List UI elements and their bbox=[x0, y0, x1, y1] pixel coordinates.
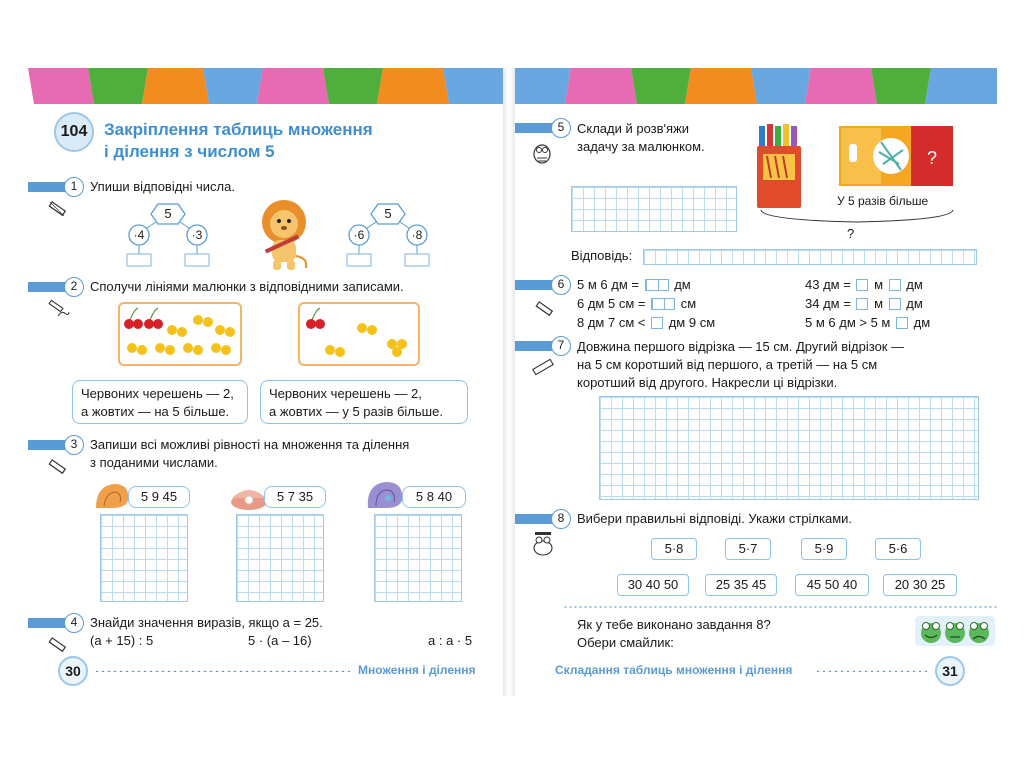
bunting-banner bbox=[28, 68, 503, 104]
book-gutter bbox=[503, 68, 515, 696]
cherries-illustration bbox=[120, 304, 240, 364]
expression-option[interactable]: 5·7 bbox=[725, 538, 771, 560]
answer-box[interactable] bbox=[405, 254, 429, 266]
number-set-2: 5 7 35 bbox=[264, 486, 326, 508]
unknown-question-mark: ? bbox=[927, 148, 938, 168]
page-number-left: 30 bbox=[58, 656, 88, 686]
answer-label: Відповідь: bbox=[571, 248, 633, 263]
number-set-1: 5 9 45 bbox=[128, 486, 190, 508]
answer-option[interactable]: 30 40 50 bbox=[617, 574, 689, 596]
task5-text-line1: Склади й розв'яжи bbox=[577, 121, 690, 136]
answer-box[interactable] bbox=[347, 254, 371, 266]
statement-box-2[interactable] bbox=[260, 380, 468, 424]
smiley-panel bbox=[915, 616, 995, 646]
statement-1-line1: Червоних черешень — 2, bbox=[81, 386, 234, 401]
solution-grid[interactable] bbox=[571, 186, 737, 232]
task3-number: 3 bbox=[64, 435, 84, 455]
footer-dots-right bbox=[815, 670, 929, 672]
task2-text: Сполучи лініями малюнки з відповідними записами. bbox=[90, 279, 404, 294]
statement-1-line2: а жовтих — на 5 більше. bbox=[81, 404, 230, 419]
drawing-grid[interactable] bbox=[599, 396, 979, 500]
pencil-icon bbox=[46, 198, 68, 220]
task4-text: Знайди значення виразів, якщо a = 25. bbox=[90, 615, 323, 630]
answer-box[interactable] bbox=[651, 298, 675, 310]
diagram-a-right: ·3 bbox=[191, 228, 203, 242]
shell-icon bbox=[92, 480, 132, 512]
answer-box[interactable] bbox=[856, 298, 868, 310]
diagram-a-top: 5 bbox=[164, 206, 172, 221]
task6-number: 6 bbox=[551, 275, 571, 295]
pencil-line-icon bbox=[46, 298, 70, 320]
task1-text: Упиши відповідні числа. bbox=[90, 179, 235, 194]
task4-number: 4 bbox=[64, 613, 84, 633]
task7-text-line3: коротший від другого. Накресли ці відрізки. bbox=[577, 375, 838, 390]
nautilus-shell-icon bbox=[364, 478, 406, 512]
diagram-b-top: 5 bbox=[384, 206, 392, 221]
answer-box[interactable] bbox=[651, 317, 663, 329]
self-check-instruction: Обери смайлик: bbox=[577, 635, 674, 650]
pencil-box-illustration bbox=[755, 120, 807, 212]
pencil-icon bbox=[46, 456, 68, 478]
relation-caption: У 5 разів більше bbox=[837, 194, 929, 208]
writing-grid-3[interactable] bbox=[374, 514, 462, 602]
diagram-a-left: ·4 bbox=[133, 228, 145, 242]
expression-option[interactable]: 5·9 bbox=[801, 538, 847, 560]
pencil-icon bbox=[533, 298, 555, 320]
frog-neutral-icon[interactable] bbox=[945, 623, 965, 644]
answer-box[interactable] bbox=[889, 298, 901, 310]
task7-text-line2: на 5 см коротший від першого, а третій — на 5 см bbox=[577, 357, 878, 372]
conversion-row-3a: 8 дм 7 см < дм 9 см bbox=[577, 315, 716, 330]
expression-1: (a + 15) : 5 bbox=[90, 633, 154, 648]
right-page bbox=[515, 68, 997, 696]
answer-option[interactable]: 45 50 40 bbox=[795, 574, 869, 596]
answer-box[interactable] bbox=[889, 279, 901, 291]
writing-grid-2[interactable] bbox=[236, 514, 324, 602]
lesson-title-line1: Закріплення таблиць множення bbox=[104, 120, 373, 139]
diagram-b-left: ·6 bbox=[353, 228, 365, 242]
conversion-row-3b: 5 м 6 дм > 5 м дм bbox=[805, 315, 931, 330]
statement-box-1[interactable] bbox=[72, 380, 248, 424]
expression-option[interactable]: 5·6 bbox=[875, 538, 921, 560]
task8-number: 8 bbox=[551, 509, 571, 529]
self-check-question: Як у тебе виконано завдання 8? bbox=[577, 617, 771, 632]
self-check-divider bbox=[563, 606, 997, 608]
conversion-row-2a: 6 дм 5 см = см bbox=[577, 296, 697, 311]
task3-text-line2: з поданими числами. bbox=[90, 455, 218, 470]
expression-2: 5 · (a – 16) bbox=[248, 633, 312, 648]
task7-text-line1: Довжина першого відрізка — 15 см. Другий відрізок — bbox=[577, 339, 905, 354]
answer-box[interactable] bbox=[185, 254, 209, 266]
pencil-icon bbox=[46, 634, 68, 656]
task8-text: Вибери правильні відповіді. Укажи стрілками. bbox=[577, 511, 853, 526]
statement-2-line1: Червоних черешень — 2, bbox=[269, 386, 422, 401]
bracket-lines bbox=[757, 208, 957, 230]
task1-number: 1 bbox=[64, 177, 84, 197]
lesson-title-line2: і ділення з числом 5 bbox=[104, 142, 275, 161]
frog-scientist-icon bbox=[529, 530, 557, 558]
task7-number: 7 bbox=[551, 336, 571, 356]
frog-happy-icon[interactable] bbox=[921, 623, 941, 644]
diagram-b-right: ·8 bbox=[411, 228, 423, 242]
statement-2-line2: а жовтих — у 5 разів більше. bbox=[269, 404, 443, 419]
bunting-banner bbox=[515, 68, 997, 104]
task5-number: 5 bbox=[551, 118, 571, 138]
lion-illustration bbox=[256, 196, 312, 274]
conversion-row-1b: 43 дм = м дм bbox=[805, 277, 923, 292]
conversion-row-2b: 34 дм = м дм bbox=[805, 296, 923, 311]
page-number-right: 31 bbox=[935, 656, 965, 686]
answer-line-grid[interactable] bbox=[643, 249, 977, 265]
expression-option[interactable]: 5·8 bbox=[651, 538, 697, 560]
cherry-picture-2[interactable] bbox=[298, 302, 420, 366]
book-spread bbox=[28, 68, 997, 696]
lesson-number-badge: 104 bbox=[54, 112, 94, 152]
task2-number: 2 bbox=[64, 277, 84, 297]
number-set-3: 5 8 40 bbox=[402, 486, 466, 508]
answer-box[interactable] bbox=[645, 279, 669, 291]
cherries-illustration bbox=[300, 304, 418, 364]
owl-icon bbox=[531, 140, 553, 164]
task5-text-line2: задачу за малюнком. bbox=[577, 139, 705, 154]
answer-box[interactable] bbox=[127, 254, 151, 266]
cherry-picture-1[interactable] bbox=[118, 302, 242, 366]
footer-title-left: Множення і ділення bbox=[358, 663, 476, 677]
total-question-mark: ? bbox=[847, 226, 855, 241]
conversion-row-1a: 5 м 6 дм = дм bbox=[577, 277, 691, 292]
left-page bbox=[28, 68, 503, 696]
answer-box[interactable] bbox=[896, 317, 908, 329]
ruler-icon bbox=[531, 356, 555, 378]
expression-3: a : a · 5 bbox=[428, 633, 473, 648]
footer-title-right: Складання таблиць множення і ділення bbox=[555, 663, 793, 677]
frog-sad-icon[interactable] bbox=[969, 623, 989, 644]
footer-dots-left bbox=[94, 670, 350, 672]
answer-box[interactable] bbox=[856, 279, 868, 291]
answer-option[interactable]: 20 30 25 bbox=[883, 574, 957, 596]
writing-grid-1[interactable] bbox=[100, 514, 188, 602]
answer-option[interactable]: 25 35 45 bbox=[705, 574, 777, 596]
task3-text-line1: Запиши всі можливі рівності на множення та ділення bbox=[90, 437, 410, 452]
